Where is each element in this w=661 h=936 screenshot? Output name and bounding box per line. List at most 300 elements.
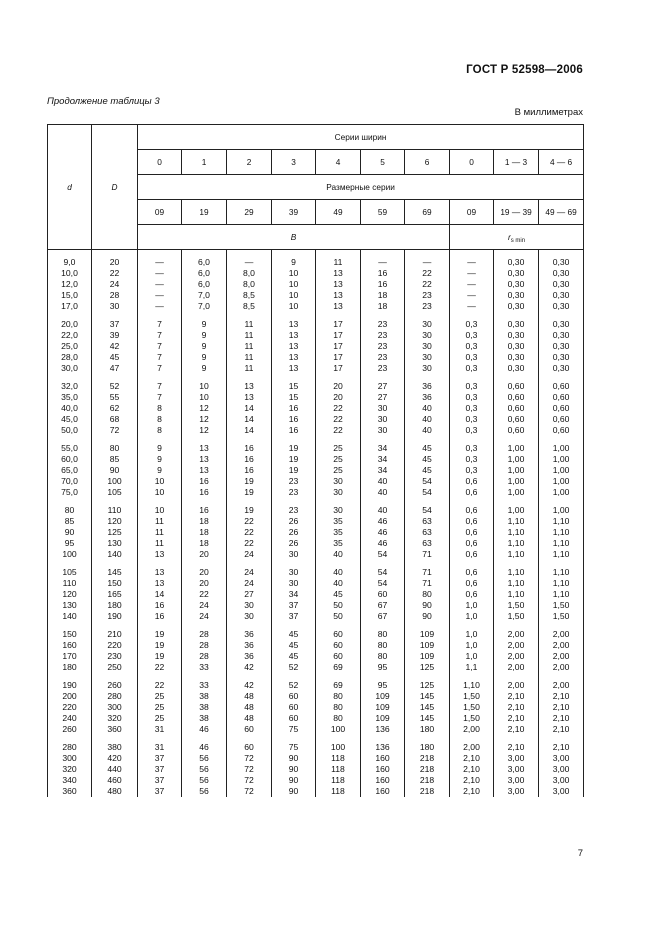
dimension-series-cell: 49	[316, 200, 361, 225]
table-cell: 180	[405, 724, 450, 735]
table-cell: 0,30	[539, 290, 584, 301]
spacer-cell	[272, 560, 316, 567]
table-cell: 7	[138, 330, 182, 341]
table-cell: 7	[138, 319, 182, 330]
table-cell: 24	[92, 279, 138, 290]
table-cell: 1,50	[494, 611, 539, 622]
table-cell: 9	[272, 257, 316, 268]
table-row	[48, 301, 584, 312]
table-cell: 0,60	[494, 403, 539, 414]
table-cell: 109	[361, 702, 405, 713]
table-cell: 20	[182, 549, 227, 560]
table-cell: 12	[182, 425, 227, 436]
table-cell: 55	[92, 392, 138, 403]
table-cell: 24	[227, 578, 272, 589]
spacer-cell	[272, 436, 316, 443]
table-cell: 90	[92, 465, 138, 476]
table-cell: 0,3	[450, 341, 494, 352]
table-row	[48, 363, 584, 374]
table-cell: 30	[92, 301, 138, 312]
table-cell: 25	[138, 691, 182, 702]
table-cell: 100	[316, 742, 361, 753]
spacer-cell	[227, 735, 272, 742]
table-cell: 42	[227, 680, 272, 691]
table-cell: 11	[227, 352, 272, 363]
group-spacer	[48, 250, 584, 258]
table-cell: 1,0	[450, 640, 494, 651]
table-cell: 0,30	[494, 319, 539, 330]
table-cell: 160	[361, 753, 405, 764]
table-cell: —	[227, 257, 272, 268]
table-cell: 0,30	[494, 279, 539, 290]
table-cell: 150	[48, 629, 92, 640]
table-cell: 60	[272, 702, 316, 713]
table-cell: —	[138, 257, 182, 268]
table-cell: 23	[361, 341, 405, 352]
table-cell: 19	[227, 505, 272, 516]
table-cell: 80	[405, 589, 450, 600]
width-series-cell: 1	[182, 150, 227, 175]
table-cell: 0,60	[494, 392, 539, 403]
spacer-cell	[92, 436, 138, 443]
table-cell: 9	[182, 341, 227, 352]
table-cell: 37	[92, 319, 138, 330]
width-series-cell: 6	[405, 150, 450, 175]
table-cell: 13	[316, 279, 361, 290]
table-cell: 19	[227, 487, 272, 498]
table-cell: 136	[361, 742, 405, 753]
spacer-cell	[48, 250, 92, 258]
spacer-cell	[272, 312, 316, 319]
table-cell: 22	[182, 589, 227, 600]
table-row	[48, 425, 584, 436]
table-cell: 8,0	[227, 268, 272, 279]
table-cell: 56	[182, 786, 227, 797]
table-cell: 0,60	[539, 425, 584, 436]
table-row	[48, 257, 584, 268]
table-cell: 0,3	[450, 443, 494, 454]
table-cell: 13	[272, 330, 316, 341]
table-cell: 27	[361, 381, 405, 392]
table-row	[48, 702, 584, 713]
table-cell: 9	[182, 363, 227, 374]
table-cell: 90	[272, 764, 316, 775]
dimension-series-cell: 19 — 39	[494, 200, 539, 225]
table-cell: 30	[227, 611, 272, 622]
table-cell: 3,00	[539, 764, 584, 775]
table-cell: 9	[138, 443, 182, 454]
spacer-cell	[48, 498, 92, 505]
table-cell: 60	[227, 742, 272, 753]
table-cell: 130	[48, 600, 92, 611]
spacer-cell	[227, 374, 272, 381]
table-cell: 0,3	[450, 363, 494, 374]
table-row	[48, 443, 584, 454]
table-cell: 0,3	[450, 425, 494, 436]
table-cell: 25	[316, 454, 361, 465]
table-cell: 1,00	[539, 454, 584, 465]
table-cell: 17	[316, 352, 361, 363]
table-cell: 54	[361, 567, 405, 578]
table-cell: 19	[138, 640, 182, 651]
table-cell: 0,30	[494, 268, 539, 279]
spacer-cell	[316, 560, 361, 567]
table-cell: 1,00	[494, 505, 539, 516]
spacer-cell	[272, 735, 316, 742]
table-cell: 6,0	[182, 257, 227, 268]
table-cell: 54	[361, 549, 405, 560]
table-cell: 109	[405, 640, 450, 651]
table-row	[48, 578, 584, 589]
table-cell: 67	[361, 600, 405, 611]
table-cell: 125	[405, 662, 450, 673]
table-cell: 12	[182, 403, 227, 414]
table-cell: 0,3	[450, 381, 494, 392]
table-cell: 320	[48, 764, 92, 775]
table-cell: 220	[92, 640, 138, 651]
table-row	[48, 505, 584, 516]
table-row	[48, 589, 584, 600]
table-cell: 0,3	[450, 392, 494, 403]
table-cell: 8,5	[227, 290, 272, 301]
table-cell: 24	[227, 549, 272, 560]
spacer-cell	[316, 673, 361, 680]
table-row	[48, 290, 584, 301]
spacer-cell	[494, 622, 539, 629]
table-cell: 52	[92, 381, 138, 392]
table-cell: 90	[405, 611, 450, 622]
table-cell: 180	[92, 600, 138, 611]
table-cell: 13	[182, 465, 227, 476]
table-cell: 1,10	[494, 527, 539, 538]
table-cell: 3,00	[494, 786, 539, 797]
table-cell: 40,0	[48, 403, 92, 414]
table-cell: 22	[316, 414, 361, 425]
table-cell: 218	[405, 764, 450, 775]
table-cell: 105	[48, 567, 92, 578]
spacer-cell	[48, 436, 92, 443]
table-cell: 54	[361, 578, 405, 589]
table-cell: 20,0	[48, 319, 92, 330]
spacer-cell	[450, 673, 494, 680]
table-cell: 0,6	[450, 538, 494, 549]
table-cell: 180	[405, 742, 450, 753]
table-cell: 60,0	[48, 454, 92, 465]
spacer-cell	[405, 735, 450, 742]
table-cell: 145	[405, 691, 450, 702]
header-r-s-min	[450, 225, 584, 250]
table-cell: 31	[138, 724, 182, 735]
table-cell: 240	[48, 713, 92, 724]
table-cell: 13	[272, 341, 316, 352]
table-cell: 22	[405, 279, 450, 290]
table-cell: 38	[182, 702, 227, 713]
table-cell: 8	[138, 403, 182, 414]
table-cell: 16	[138, 611, 182, 622]
spacer-cell	[361, 560, 405, 567]
table-cell: 27	[361, 392, 405, 403]
table-cell: 80	[92, 443, 138, 454]
table-cell: 2,10	[450, 753, 494, 764]
table-cell: 40	[361, 505, 405, 516]
table-cell: 36	[405, 392, 450, 403]
table-cell: 18	[182, 527, 227, 538]
table-cell: 30	[405, 341, 450, 352]
table-cell: 118	[316, 764, 361, 775]
table-cell: 72	[227, 764, 272, 775]
table-cell: 260	[92, 680, 138, 691]
spacer-cell	[48, 560, 92, 567]
table-cell: 1,00	[539, 505, 584, 516]
table-cell: 45	[405, 454, 450, 465]
spacer-cell	[138, 622, 182, 629]
table-cell: 16	[138, 600, 182, 611]
table-cell: 2,10	[494, 724, 539, 735]
table-cell: 1,50	[494, 600, 539, 611]
spacer-cell	[182, 560, 227, 567]
table-cell: 190	[92, 611, 138, 622]
table-cell: 2,10	[494, 742, 539, 753]
table-cell: 140	[92, 549, 138, 560]
table-cell: 0,6	[450, 589, 494, 600]
table-cell: 47	[92, 363, 138, 374]
table-cell: 10	[182, 381, 227, 392]
table-cell: 1,00	[494, 443, 539, 454]
table-cell: 19	[138, 651, 182, 662]
table-cell: 2,10	[494, 691, 539, 702]
table-cell: 120	[92, 516, 138, 527]
table-cell: 90	[272, 786, 316, 797]
table-cell: 95	[361, 662, 405, 673]
table-cell: 12,0	[48, 279, 92, 290]
table-cell: 10	[272, 301, 316, 312]
table-row	[48, 352, 584, 363]
table-cell: 25	[138, 702, 182, 713]
spacer-cell	[361, 735, 405, 742]
table-cell: 72	[227, 753, 272, 764]
table-cell: 3,00	[539, 753, 584, 764]
table-row	[48, 713, 584, 724]
table-cell: 34	[361, 465, 405, 476]
table-cell: 0,60	[539, 414, 584, 425]
spacer-cell	[361, 436, 405, 443]
spacer-cell	[92, 735, 138, 742]
table-cell: 0,30	[539, 279, 584, 290]
table-cell: 13	[316, 301, 361, 312]
table-cell: 2,00	[494, 662, 539, 673]
table-cell: 38	[182, 713, 227, 724]
spacer-cell	[494, 312, 539, 319]
table-cell: 70,0	[48, 476, 92, 487]
table-cell: 63	[405, 516, 450, 527]
spacer-cell	[361, 673, 405, 680]
group-spacer	[48, 498, 584, 505]
table-cell: 6,0	[182, 268, 227, 279]
table-cell: 8	[138, 414, 182, 425]
table-cell: 1,10	[494, 578, 539, 589]
table-cell: 34	[361, 454, 405, 465]
table-cell: 14	[138, 589, 182, 600]
spacer-cell	[92, 250, 138, 258]
table-cell: 16	[227, 465, 272, 476]
table-cell: 2,10	[539, 691, 584, 702]
table-cell: 0,30	[494, 257, 539, 268]
table-cell: 45	[405, 465, 450, 476]
table-cell: 22	[227, 516, 272, 527]
table-cell: 100	[316, 724, 361, 735]
table-cell: 300	[48, 753, 92, 764]
table-cell: 95	[361, 680, 405, 691]
table-cell: 0,3	[450, 330, 494, 341]
table-cell: 17	[316, 319, 361, 330]
width-series-cell: 4 — 6	[539, 150, 584, 175]
table-cell: 80	[48, 505, 92, 516]
table-cell: 25	[138, 713, 182, 724]
table-cell: 46	[361, 516, 405, 527]
table-cell: 9	[182, 352, 227, 363]
table-cell: 22	[138, 662, 182, 673]
table-cell: 37	[138, 764, 182, 775]
table-cell: 6,0	[182, 279, 227, 290]
table-cell: 2,00	[494, 680, 539, 691]
table-row	[48, 414, 584, 425]
table-cell: 45	[272, 640, 316, 651]
table-cell: 28	[182, 640, 227, 651]
table-cell: 20	[182, 567, 227, 578]
table-cell: 218	[405, 775, 450, 786]
table-cell: 14	[227, 403, 272, 414]
table-cell: 35,0	[48, 392, 92, 403]
spacer-cell	[494, 560, 539, 567]
dimension-series-cell: 29	[227, 200, 272, 225]
table-cell: 63	[405, 538, 450, 549]
table-cell: 0,60	[539, 392, 584, 403]
table-cell: 7,0	[182, 290, 227, 301]
table-cell: 22,0	[48, 330, 92, 341]
spacer-cell	[316, 735, 361, 742]
table-cell: 30	[316, 487, 361, 498]
table-cell: 0,3	[450, 352, 494, 363]
table-cell: 3,00	[539, 786, 584, 797]
table-cell: 0,60	[539, 403, 584, 414]
spacer-cell	[539, 673, 584, 680]
table-cell: 20	[316, 392, 361, 403]
table-cell: 85	[48, 516, 92, 527]
table-cell: 2,10	[450, 775, 494, 786]
table-cell: 13	[272, 363, 316, 374]
table-cell: 2,10	[539, 713, 584, 724]
table-cell: 56	[182, 753, 227, 764]
table-cell: 0,6	[450, 505, 494, 516]
table-cell: 8	[138, 425, 182, 436]
dimension-series-cell: 59	[361, 200, 405, 225]
table-cell: 260	[48, 724, 92, 735]
table-cell: 60	[316, 651, 361, 662]
table-cell: 1,1	[450, 662, 494, 673]
dimension-series-cell: 09	[138, 200, 182, 225]
table-cell: 3,00	[539, 775, 584, 786]
table-cell: 125	[92, 527, 138, 538]
header-d: d	[48, 125, 92, 250]
table-cell: 54	[405, 487, 450, 498]
table-cell: 56	[182, 764, 227, 775]
table-cell: 60	[272, 691, 316, 702]
table-cell: 9	[182, 330, 227, 341]
table-cell: 40	[405, 425, 450, 436]
spacer-cell	[182, 250, 227, 258]
table-cell: 160	[361, 775, 405, 786]
spacer-cell	[182, 374, 227, 381]
table-cell: 9	[138, 454, 182, 465]
table-cell: 11	[138, 527, 182, 538]
spacer-cell	[138, 250, 182, 258]
table-cell: 45	[92, 352, 138, 363]
table-cell: 109	[405, 651, 450, 662]
spacer-cell	[450, 498, 494, 505]
table-cell: 0,3	[450, 465, 494, 476]
spacer-cell	[138, 673, 182, 680]
table-cell: 250	[92, 662, 138, 673]
table-cell: 22	[227, 538, 272, 549]
table-cell: 36	[227, 651, 272, 662]
table-cell: 20	[316, 381, 361, 392]
table-cell: —	[138, 290, 182, 301]
table-cell: 34	[272, 589, 316, 600]
table-cell: 109	[361, 691, 405, 702]
table-cell: 30	[272, 578, 316, 589]
table-cell: 1,00	[539, 476, 584, 487]
table-cell: 42	[92, 341, 138, 352]
table-cell: 36	[227, 640, 272, 651]
table-cell: 19	[272, 454, 316, 465]
table-cell: 90	[272, 775, 316, 786]
table-cell: —	[450, 301, 494, 312]
table-cell: 54	[405, 476, 450, 487]
table-cell: 125	[405, 680, 450, 691]
spacer-cell	[450, 560, 494, 567]
table-cell: 15,0	[48, 290, 92, 301]
table-cell: 2,10	[539, 724, 584, 735]
table-cell: 105	[92, 487, 138, 498]
spacer-cell	[405, 498, 450, 505]
table-cell: 3,00	[494, 764, 539, 775]
spacer-cell	[316, 250, 361, 258]
table-cell: 280	[92, 691, 138, 702]
table-cell: 118	[316, 775, 361, 786]
table-cell: 1,50	[450, 691, 494, 702]
spacer-cell	[138, 498, 182, 505]
table-row	[48, 487, 584, 498]
table-cell: 1,00	[539, 487, 584, 498]
table-cell: 8,0	[227, 279, 272, 290]
table-cell: 22	[316, 425, 361, 436]
table-cell: 71	[405, 578, 450, 589]
spacer-cell	[450, 622, 494, 629]
table-cell: 19	[272, 443, 316, 454]
table-row	[48, 629, 584, 640]
spacer-cell	[405, 250, 450, 258]
r-subscript: s min	[510, 238, 526, 244]
table-cell: 40	[361, 476, 405, 487]
table-cell: 17	[316, 363, 361, 374]
table-cell: 46	[361, 538, 405, 549]
group-spacer	[48, 673, 584, 680]
table-cell: 17	[316, 341, 361, 352]
table-cell: 140	[48, 611, 92, 622]
table-cell: 22	[92, 268, 138, 279]
table-cell: 1,10	[494, 549, 539, 560]
table-cell: 160	[361, 764, 405, 775]
